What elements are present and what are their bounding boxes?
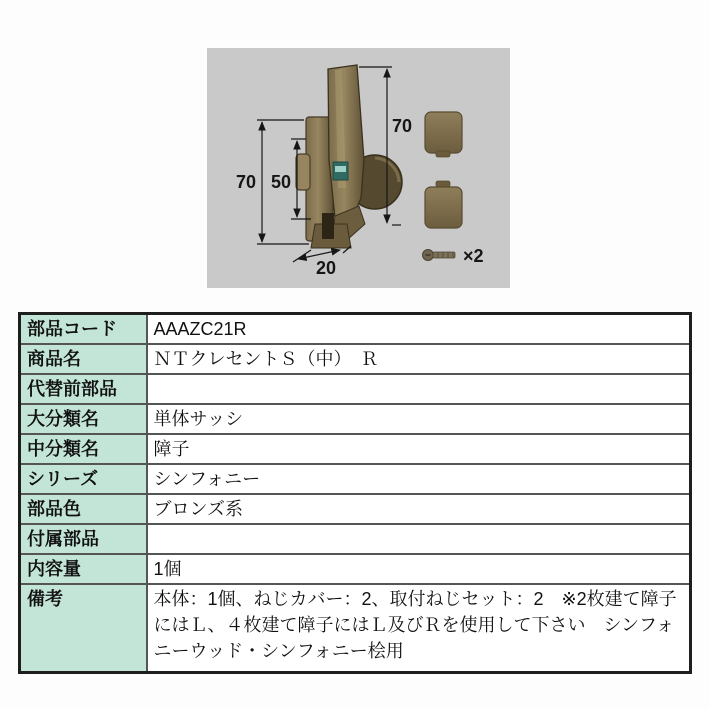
row-previous-part [20, 374, 691, 404]
dim-label-handle-height: 70 [392, 116, 413, 136]
row-label: 備考 [20, 584, 147, 672]
brand-label-mark [335, 166, 346, 172]
row-label: 大分類名 [20, 404, 147, 434]
row-label: 内容量 [20, 554, 147, 584]
lock-knob [296, 154, 310, 190]
row-value [147, 374, 691, 404]
row-value: 単体サッシ [147, 404, 691, 434]
screw-icon [423, 250, 456, 261]
row-product-name [20, 344, 691, 374]
crescent-lock-drawing [207, 48, 510, 288]
row-label: 部品色 [20, 494, 147, 524]
lock-slot [322, 213, 334, 239]
row-label: 代替前部品 [20, 374, 147, 404]
row-series [20, 464, 691, 494]
crescent-lock-body [296, 65, 402, 248]
screw-cap-top [425, 112, 462, 157]
dim-label-inner-span: 50 [271, 172, 292, 192]
row-label: 部品コード [20, 314, 147, 345]
row-value: ＮＴクレセントＳ（中） Ｒ [147, 344, 691, 374]
product-drawing-panel [207, 48, 510, 288]
row-label: 中分類名 [20, 434, 147, 464]
dim-label-base-width: 20 [316, 258, 337, 278]
parts-spec-table [18, 312, 692, 674]
row-middle-category [20, 434, 691, 464]
row-value: AAAZC21R [147, 314, 691, 345]
row-label: 付属部品 [20, 524, 147, 554]
row-part-code [20, 314, 691, 345]
row-remarks [20, 584, 691, 672]
screw-count-label: ×2 [463, 246, 484, 266]
row-value: 本体：1個、ねじカバー：2、取付ねじセット：2 ※2枚建て障子にはＬ、４枚建て障子にはＬ及びＲを使用して下さい シンフォニーウッド・シンフォニー桧用 [147, 584, 691, 672]
row-value: 1個 [147, 554, 691, 584]
row-label: 商品名 [20, 344, 147, 374]
row-part-color [20, 494, 691, 524]
row-value: シンフォニー [147, 464, 691, 494]
row-value: ブロンズ系 [147, 494, 691, 524]
row-quantity [20, 554, 691, 584]
row-accessory-parts [20, 524, 691, 554]
row-value [147, 524, 691, 554]
row-value: 障子 [147, 434, 691, 464]
lock-handle [328, 65, 364, 226]
row-label: シリーズ [20, 464, 147, 494]
screw-cap-bottom [425, 181, 462, 228]
dim-label-base-height: 70 [236, 172, 257, 192]
row-major-category [20, 404, 691, 434]
